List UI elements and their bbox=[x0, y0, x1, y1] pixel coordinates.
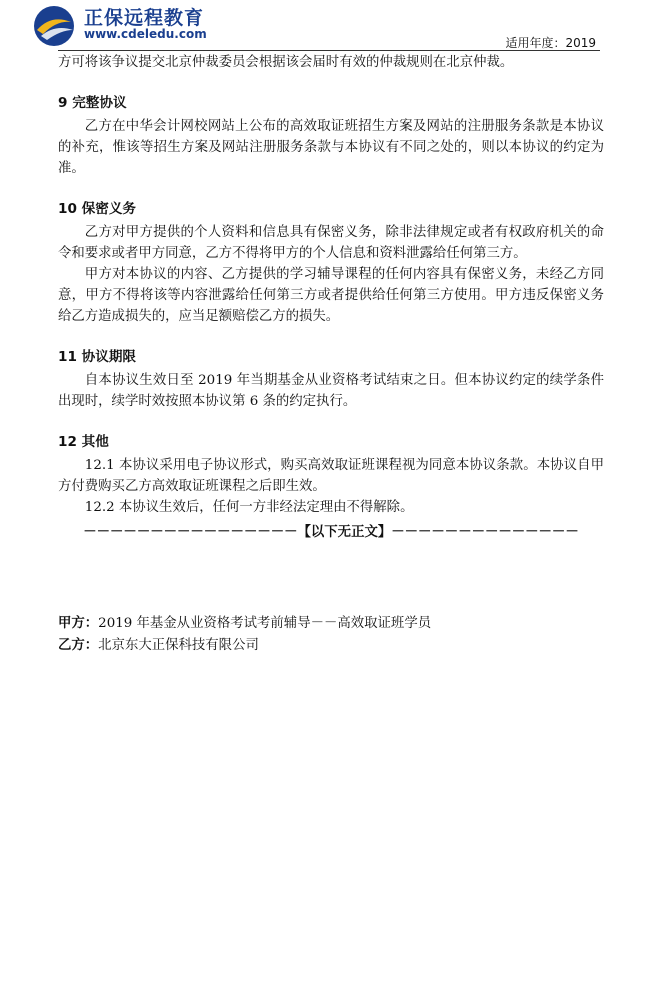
party-a-line bbox=[58, 613, 618, 635]
section-12-paragraph-2: 12.2 本协议生效后，任何一方非经法定理由不得解除。 bbox=[84, 500, 414, 515]
section-10-title: 10 保密义务 bbox=[58, 201, 137, 217]
section-9-paragraph-1: 乙方在中华会计网校网站上公布的高效取证班招生方案及网站的注册服务条款是本协议的补充，惟该等招生方案及网站注册服务条款与本协议有不同之处的，则以本协议的约定为准。 bbox=[58, 119, 604, 176]
page-header bbox=[0, 0, 650, 54]
section-10-paragraph-1: 乙方对甲方提供的个人资料和信息具有保密义务，除非法律规定或者有权政府机关的命令和要求或者甲方同意，乙方不得将甲方的个人信息和资料泄露给任何第三方。 bbox=[58, 225, 604, 261]
section-11-title: 11 协议期限 bbox=[58, 349, 137, 365]
party-b-label: 乙方： bbox=[58, 638, 99, 653]
section-11-paragraph-1: 自本协议生效日至 2019 年当期基金从业资格考试结束之日。但本协议约定的续学条件出现时，续学时效按照本协议第 6 条的约定执行。 bbox=[58, 373, 604, 409]
end-of-text-marker: －－－－－－－－－－－－－－－－【以下无正文】－－－－－－－－－－－－－－ bbox=[83, 524, 579, 540]
applicable-year: 适用年度：2019 bbox=[505, 36, 596, 50]
section-12-title: 12 其他 bbox=[58, 434, 109, 450]
section-9-title: 9 完整协议 bbox=[58, 95, 127, 111]
party-a-label: 甲方： bbox=[58, 616, 99, 631]
agreement-body bbox=[58, 52, 604, 543]
party-a-value: 2019 年基金从业资格考试考前辅导－－高效取证班学员 bbox=[98, 616, 432, 631]
section-12-paragraph-1: 12.1 本协议采用电子协议形式，购买高效取证班课程视为同意本协议条款。本协议自甲方付费购买乙方高效取证班课程之后即生效。 bbox=[58, 458, 604, 494]
company-logo bbox=[31, 4, 77, 48]
brand-name: 正保远程教育 bbox=[84, 7, 205, 29]
header-divider bbox=[58, 50, 600, 51]
intro-tail-paragraph: 方可将该争议提交北京仲裁委员会根据该会届时有效的仲裁规则在北京仲裁。 bbox=[58, 55, 514, 70]
party-b-value: 北京东大正保科技有限公司 bbox=[98, 638, 259, 653]
section-10-paragraph-2: 甲方对本协议的内容、乙方提供的学习辅导课程的任何内容具有保密义务，未经乙方同意，甲方不得将该等内容泄露给任何第三方或者提供给任何第三方使用。甲方违反保密义务给乙方造成损失的，应当足额赔偿乙方的损失。 bbox=[58, 267, 604, 324]
brand-url: www.cdeledu.com bbox=[84, 27, 207, 41]
party-b-line bbox=[58, 635, 618, 657]
